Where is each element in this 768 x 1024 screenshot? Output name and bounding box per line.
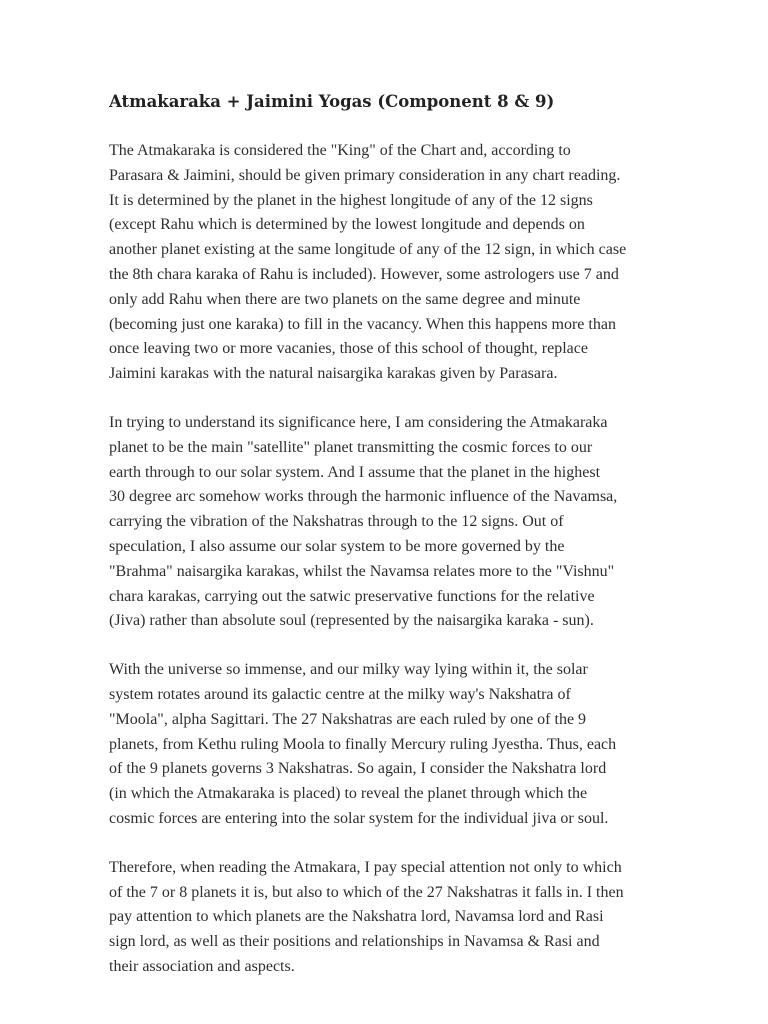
paragraph-line: Jaimini karakas with the natural naisargika karakas given by Parasara. — [109, 365, 558, 383]
paragraph-line: With the universe so immense, and our milky way lying within it, the solar — [109, 661, 588, 679]
paragraph-line: system rotates around its galactic centre at the milky way's Nakshatra of — [109, 685, 571, 703]
paragraph-line: The Atmakaraka is considered the "King" of the Chart and, according to — [109, 142, 571, 159]
paragraph-line: of the 7 or 8 planets it is, but also to which of the 27 Nakshatras it falls in. I then — [109, 883, 624, 901]
paragraph-line: their association and aspects. — [109, 957, 295, 975]
paragraph-line: of the 9 planets governs 3 Nakshatras. So again, I consider the Nakshatra lord — [109, 760, 607, 778]
paragraph-3 — [109, 658, 665, 832]
paragraph-line: In trying to understand its significance here, I am considering the Atmakaraka — [109, 413, 608, 431]
paragraph-line: once leaving two or more vacanies, those of this school of thought, replace — [109, 340, 588, 358]
paragraph-line: (becoming just one karaka) to fill in the vacancy. When this happens more than — [109, 315, 616, 333]
paragraph-line: (Jiva) rather than absolute soul (represented by the naisargika karaka - sun). — [109, 612, 594, 630]
paragraph-line: earth through to our solar system. And I assume that the planet in the highest — [109, 463, 601, 481]
paragraph-line: 30 degree arc somehow works through the harmonic influence of the Navamsa, — [109, 488, 618, 506]
paragraph-line: It is determined by the planet in the highest longitude of any of the 12 signs — [109, 191, 593, 209]
paragraph-line: chara karakas, carrying out the satwic preservative functions for the relative — [109, 587, 595, 605]
paragraph-1 — [109, 139, 665, 387]
paragraph-line: only add Rahu when there are two planets on the same degree and minute — [109, 290, 581, 308]
paragraph-line: Therefore, when reading the Atmakara, I pay special attention not only to which — [109, 858, 622, 876]
paragraph-line: (in which the Atmakaraka is placed) to reveal the planet through which the — [109, 785, 588, 803]
paragraph-line: planet to be the main "satellite" planet transmitting the cosmic forces to our — [109, 438, 593, 456]
paragraph-line: another planet existing at the same longitude of any of the 12 sign, in which case — [109, 241, 627, 259]
paragraph-line: speculation, I also assume our solar system to be more governed by the — [109, 537, 565, 555]
paragraph-4 — [109, 856, 665, 980]
paragraph-line: planets, from Kethu ruling Moola to finally Mercury ruling Jyestha. Thus, each — [109, 735, 617, 753]
document-page — [109, 90, 665, 1004]
paragraph-line: (except Rahu which is determined by the lowest longitude and depends on — [109, 216, 585, 234]
paragraph-line: "Brahma" naisargika karakas, whilst the Navamsa relates more to the "Vishnu" — [109, 562, 615, 580]
paragraph-line: Parasara & Jaimini, should be given primary consideration in any chart reading. — [109, 166, 621, 184]
document-title: Atmakaraka + Jaimini Yogas (Component 8 & 9) — [109, 92, 555, 111]
paragraph-line: sign lord, as well as their positions and relationships in Navamsa & Rasi and — [109, 933, 600, 951]
paragraph-line: the 8th chara karaka of Rahu is included). However, some astrologers use 7 and — [109, 265, 619, 283]
paragraph-2 — [109, 411, 665, 634]
paragraph-line: "Moola", alpha Sagittari. The 27 Nakshatras are each ruled by one of the 9 — [109, 710, 587, 728]
paragraph-line: cosmic forces are entering into the solar system for the individual jiva or soul. — [109, 809, 609, 827]
paragraph-line: carrying the vibration of the Nakshatras through to the 12 signs. Out of — [109, 513, 564, 531]
paragraph-line: pay attention to which planets are the Nakshatra lord, Navamsa lord and Rasi — [109, 908, 604, 926]
document-body — [109, 139, 665, 980]
